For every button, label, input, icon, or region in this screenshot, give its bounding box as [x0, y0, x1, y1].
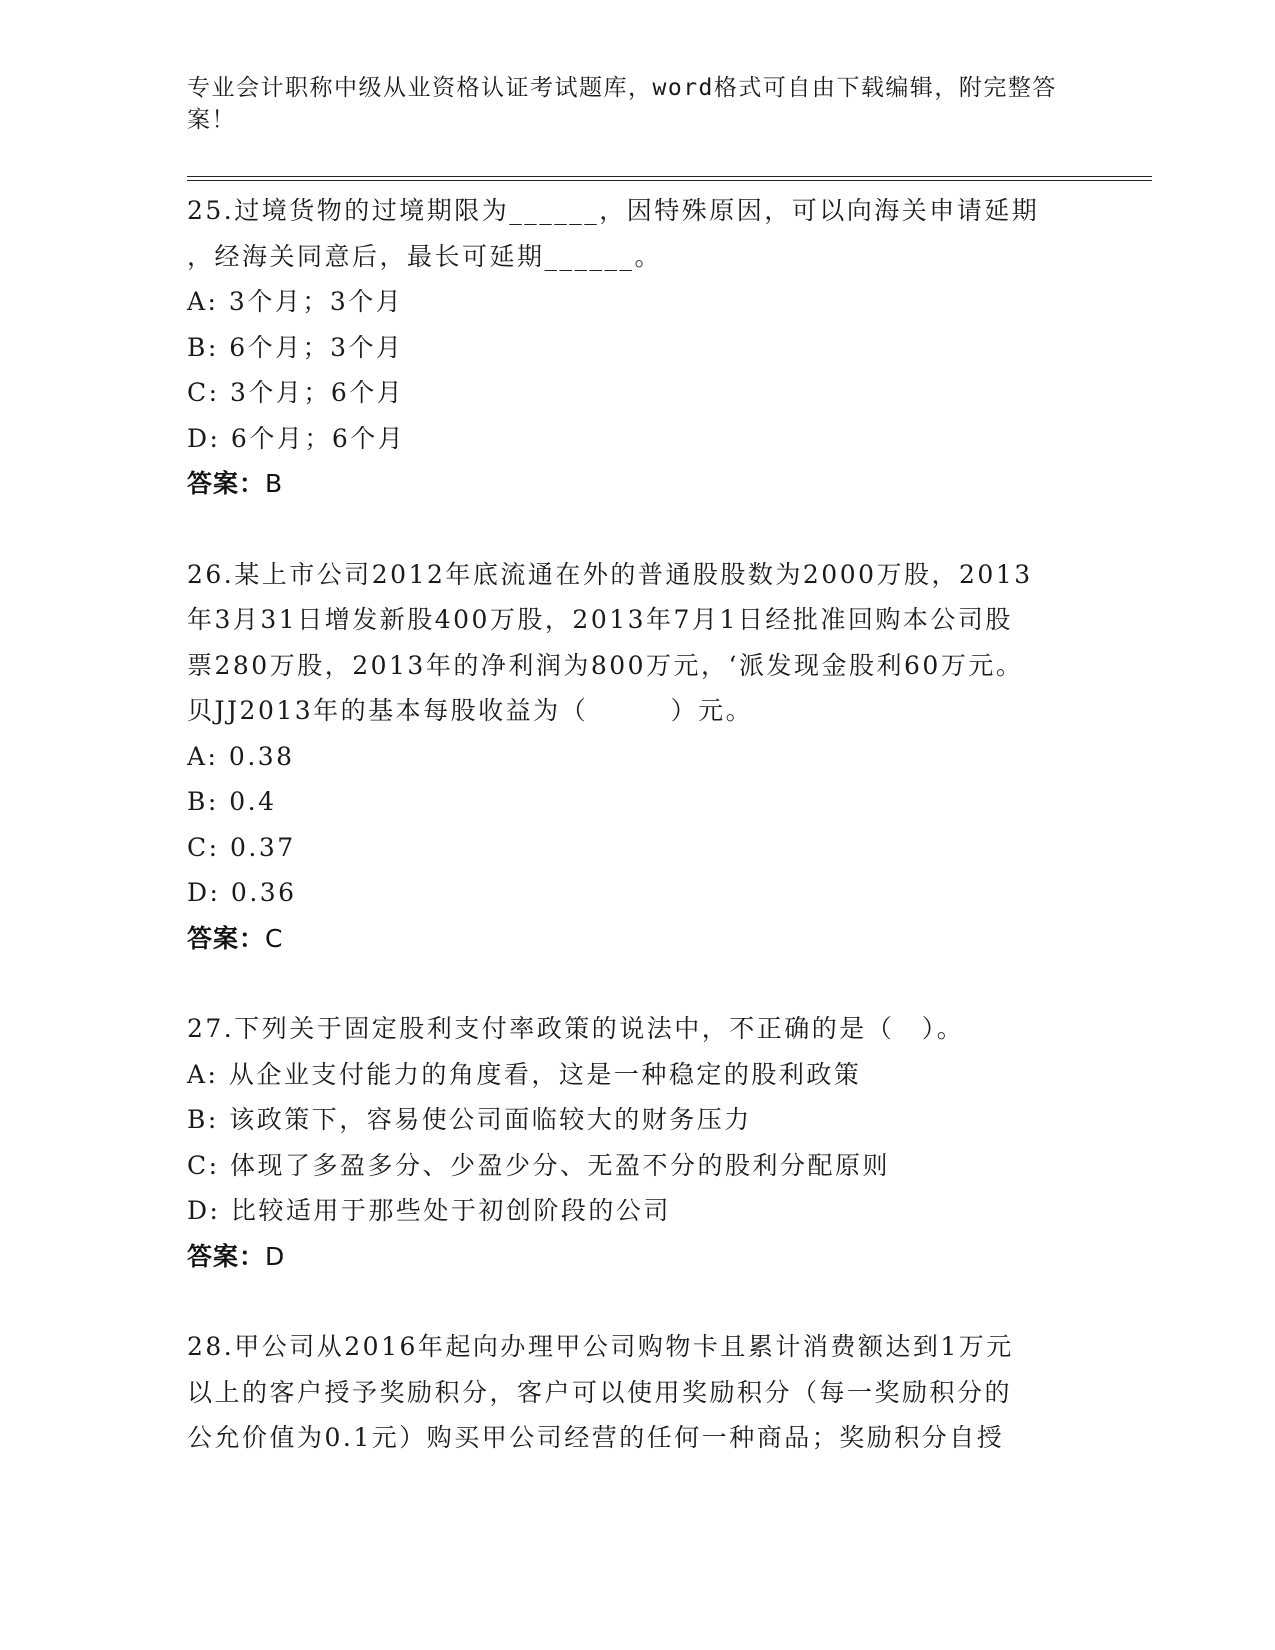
- option-a: A: 从企业支付能力的角度看，这是一种稳定的股利政策: [187, 1059, 862, 1089]
- answer-value: C: [265, 923, 284, 953]
- option-b: B: 6个月；3个月: [187, 332, 404, 362]
- answer-label: 答案：: [187, 923, 266, 953]
- question-28: [187, 1324, 1087, 1461]
- question-stem-line: 公允价值为0.1元）购买甲公司经营的任何一种商品；奖励积分自授: [187, 1423, 1005, 1452]
- question-stem-line: 贝JJ2013年的基本每股收益为（ ）元。: [187, 696, 754, 725]
- option-d: D: 6个月；6个月: [187, 423, 406, 453]
- question-stem-line: ，经海关同意后，最长可延期______。: [187, 241, 663, 271]
- question-stem-line: 28.甲公司从2016年起向办理甲公司购物卡且累计消费额达到1万元: [187, 1332, 1014, 1361]
- question-stem-line: 26.某上市公司2012年底流通在外的普通股股数为2000万股，2013: [187, 559, 1033, 589]
- answer-value: D: [265, 1241, 286, 1271]
- option-d: D: 0.36: [187, 878, 297, 907]
- answer-value: B: [265, 469, 284, 498]
- question-26: [187, 552, 1087, 962]
- question-stem-line: 票280万股，2013年的净利润为800万元，‘派发现金股利60万元。: [187, 650, 1024, 680]
- question-stem-line: 27.下列关于固定股利支付率政策的说法中，不正确的是（ ）。: [187, 1014, 965, 1043]
- answer-label: 答案：: [187, 469, 266, 498]
- option-b: B: 该政策下，容易使公司面临较大的财务压力: [187, 1105, 752, 1134]
- option-c: C: 体现了多盈多分、少盈少分、无盈不分的股利分配原则: [187, 1150, 891, 1180]
- option-a: A: 0.38: [187, 741, 295, 771]
- option-d: D: 比较适用于那些处于初创阶段的公司: [187, 1196, 671, 1225]
- option-b: B: 0.4: [187, 787, 277, 816]
- answer-line: [187, 1234, 1087, 1280]
- question-stem-line: 25.过境货物的过境期限为______，因特殊原因，可以向海关申请延期: [187, 196, 1040, 225]
- question-25: [187, 188, 1087, 507]
- header-divider: [187, 176, 1152, 181]
- question-stem-line: 以上的客户授予奖励积分，客户可以使用奖励积分（每一奖励积分的: [187, 1377, 1013, 1407]
- answer-line: [187, 461, 1087, 507]
- question-stem-line: 年3月31日增发新股400万股，2013年7月1日经批准回购本公司股: [187, 605, 1013, 634]
- option-c: C: 3个月；6个月: [187, 378, 405, 407]
- answer-label: 答案：: [187, 1241, 266, 1271]
- question-27: [187, 1006, 1087, 1279]
- page-header-text: 专业会计职称中级从业资格认证考试题库，word格式可自由下载编辑，附完整答案！: [187, 75, 1057, 133]
- question-list: [187, 188, 1087, 1461]
- option-a: A: 3个月；3个月: [187, 287, 404, 316]
- option-c: C: 0.37: [187, 832, 296, 862]
- answer-line: [187, 916, 1087, 962]
